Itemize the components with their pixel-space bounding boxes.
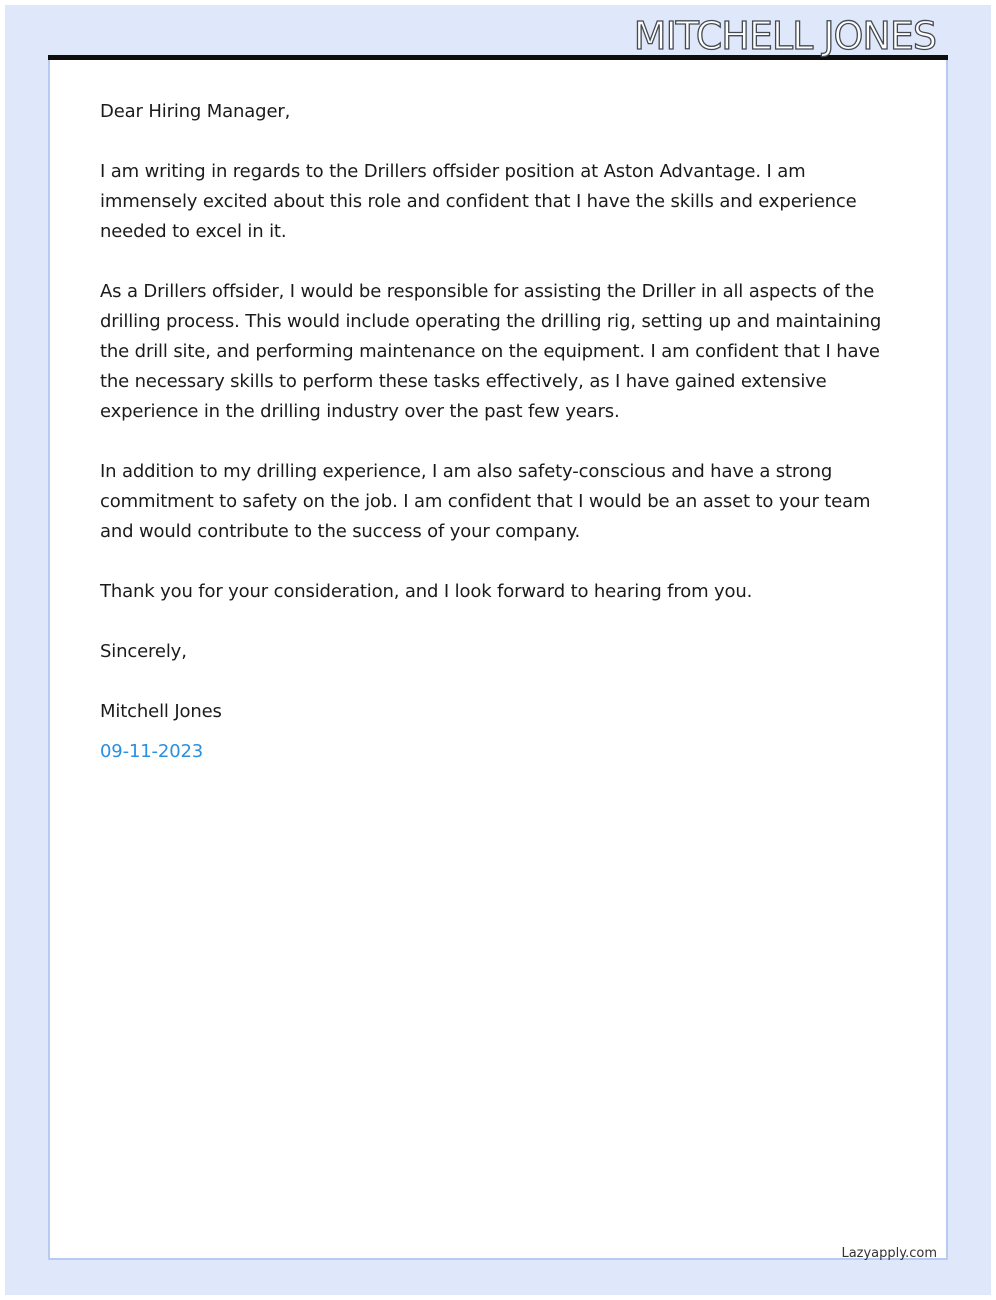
greeting: Dear Hiring Manager, bbox=[100, 101, 291, 122]
letter-paragraph: In addition to my drilling experience, I am also safety-conscious and have a strong commitment to safety on the job. I am confident that I would be an asset to your team and would contribute to the success of your company. bbox=[100, 461, 871, 542]
letter-date: 09-11-2023 bbox=[100, 741, 204, 762]
letter-paragraph: As a Drillers offsider, I would be responsible for assisting the Driller in all aspects of the drilling process. This would include operating the drilling rig, setting up and maintaining the drill site, and performing maintenance on the equipment. I am confident that I have the necessary skills to perform these tasks effectively, as I have gained extensive experience in the drilling industry over the past few years. bbox=[100, 281, 882, 422]
closing: Sincerely, bbox=[100, 641, 187, 662]
watermark: Lazyapply.com bbox=[841, 1246, 937, 1261]
letter-body bbox=[100, 97, 890, 767]
signature-name: Mitchell Jones bbox=[100, 701, 222, 722]
letter-paragraph: Thank you for your consideration, and I look forward to hearing from you. bbox=[100, 581, 753, 602]
name-heading: MITCHELL JONES bbox=[633, 14, 936, 58]
letter-paragraph: I am writing in regards to the Drillers offsider position at Aston Advantage. I am immensely excited about this role and confident that I have the skills and experience needed to excel in it. bbox=[100, 161, 857, 242]
